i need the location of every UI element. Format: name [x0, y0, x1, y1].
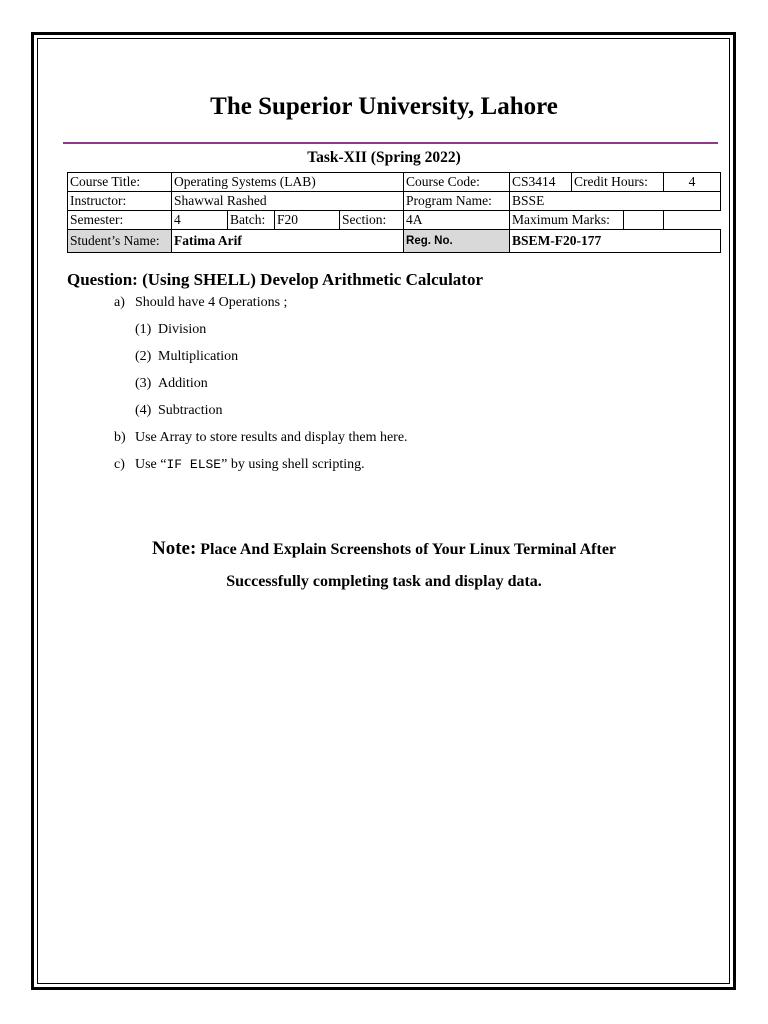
- maximum-marks-label: Maximum Marks:: [510, 211, 624, 230]
- section-value: 4A: [404, 211, 510, 230]
- item-b-text: Use Array to store results and display them here.: [135, 430, 408, 445]
- university-title: The Superior University, Lahore: [210, 93, 558, 120]
- op-4-marker: (4): [135, 403, 152, 418]
- item-b-marker: b): [114, 430, 126, 445]
- op-2-marker: (2): [135, 349, 152, 364]
- program-name-label: Program Name:: [404, 192, 510, 211]
- item-c-prefix: Use “: [135, 457, 167, 472]
- table-row: [68, 173, 721, 192]
- student-name-label: Student’s Name:: [68, 230, 172, 253]
- item-c-suffix: ” by using shell scripting.: [221, 457, 365, 472]
- section-label: Section:: [340, 211, 404, 230]
- note-line-1: [0, 538, 768, 560]
- table-row: [68, 192, 721, 211]
- item-c-code: IF ELSE: [166, 457, 222, 472]
- op-3-marker: (3): [135, 376, 152, 391]
- table-row: [68, 230, 721, 253]
- semester-label: Semester:: [68, 211, 172, 230]
- batch-cell: [228, 211, 340, 230]
- note-label: Note:: [151, 538, 197, 559]
- semester-value: 4: [172, 211, 228, 230]
- item-c-marker: c): [114, 457, 125, 472]
- question-heading: Question: (Using SHELL) Develop Arithmetic Calculator: [67, 270, 484, 289]
- course-code-value: CS3414: [510, 173, 572, 192]
- op-1-text: Division: [158, 322, 207, 337]
- instructor-value: Shawwal Rashed: [172, 192, 404, 211]
- note-line-2: Successfully completing task and display data.: [226, 573, 542, 590]
- course-code-label: Course Code:: [404, 173, 510, 192]
- credit-hours-value: 4: [664, 173, 721, 192]
- task-title: Task-XII (Spring 2022): [307, 149, 461, 166]
- op-3-text: Addition: [158, 376, 208, 391]
- op-2-text: Multiplication: [158, 349, 239, 364]
- item-a-text: Should have 4 Operations ;: [135, 295, 288, 310]
- credit-hours-label: Credit Hours:: [572, 173, 664, 192]
- op-4-text: Subtraction: [158, 403, 223, 418]
- reg-no-value: BSEM-F20-177: [510, 230, 721, 253]
- course-title-label: Course Title:: [68, 173, 172, 192]
- student-name-value: Fatima Arif: [172, 230, 404, 253]
- blank-cell: [664, 211, 721, 230]
- course-title-value: Operating Systems (LAB): [172, 173, 404, 192]
- title-divider: [63, 142, 718, 144]
- program-name-value: BSSE: [510, 192, 721, 211]
- reg-no-label: Reg. No.: [404, 230, 510, 253]
- batch-value: F20: [277, 212, 299, 227]
- table-row: [68, 211, 721, 230]
- maximum-marks-value: [624, 211, 664, 230]
- op-1-marker: (1): [135, 322, 152, 337]
- item-c-text: [135, 457, 365, 473]
- batch-label: Batch:: [228, 211, 275, 229]
- note-text-1: Place And Explain Screenshots of Your Linux Terminal After: [196, 541, 617, 558]
- course-info-table: [67, 172, 721, 253]
- instructor-label: Instructor:: [68, 192, 172, 211]
- item-a-marker: a): [114, 295, 125, 310]
